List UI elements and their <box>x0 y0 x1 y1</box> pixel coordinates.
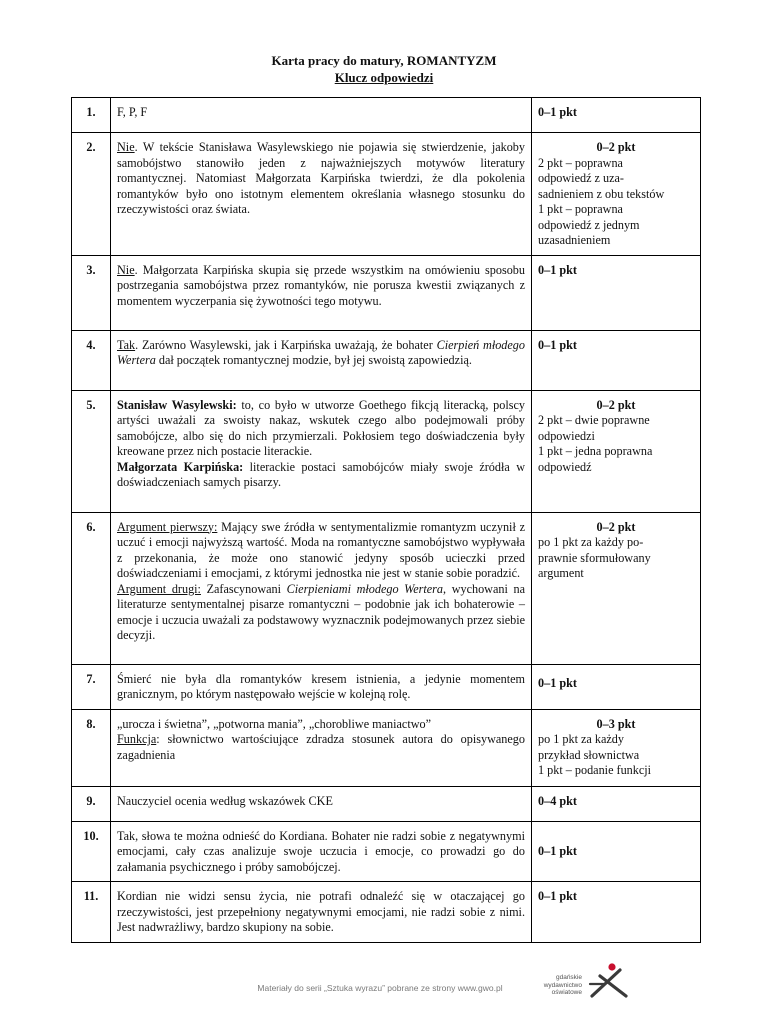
answer-cell: Nie. Małgorzata Karpińska skupia się przede wszystkim na omówieniu sposobu postrzegania samobójstwa przez romantyków, nie porusza kwestii związanych z momentem wyczerpania się żywotności tego motywu. <box>111 255 532 330</box>
points-cell: 0–2 pkt po 1 pkt za każdy po- prawnie sformułowany argument <box>532 512 701 664</box>
points-cell: 0–2 pkt 2 pkt – dwie poprawne odpowiedzi 1 pkt – jedna poprawna odpowiedź <box>532 390 701 512</box>
question-number: 2. <box>72 133 111 256</box>
answer-cell: Tak, słowa te można odnieść do Kordiana. Bohater nie radzi sobie z negatywnymi emocjami, cały czas analizuje swoje uczucia i emocje, co prowadzi go do załamania psychicznego i próby samobójczej. <box>111 821 532 882</box>
table-row <box>72 255 701 330</box>
publisher-logo-text: gdańskie wydawnictwo oświatowe <box>543 974 582 996</box>
answer-cell: Stanisław Wasylewski: to, co było w utworze Goethego fikcją literacką, polscy artyści uważali za swoisty nakaz, wskutek czego albo podejmowali próby samobójcze, albo się do nich przymierzali. Pokłosiem tego doświadczenia były kreowane przez nich postacie literackie. Małgorzata Karpińska: literackie postaci samobójców miały swoje źródła w doświadczeniach samych pisarzy. <box>111 390 532 512</box>
answer-cell: Nie. W tekście Stanisława Wasylewskiego nie pojawia się stwierdzenie, jakoby samobójstwo stanowiło jeden z najważniejszych motywów literatury romantycznej. Natomiast Małgorzata Karpińska twierdzi, że dla pokolenia romantyków było ono istotnym elementem określania własnego stosunku do rzeczywistości oraz świata. <box>111 133 532 256</box>
table-row <box>72 390 701 512</box>
answer-cell: Kordian nie widzi sensu życia, nie potrafi odnaleźć się w otaczającej go rzeczywistości, jest przepełniony negatywnymi emocjami, nie radzi sobie z nimi. Jest nadwrażliwy, bardzo skupiony na sobie. <box>111 882 532 943</box>
points-cell: 0–1 pkt <box>532 821 701 882</box>
answer-cell: Nauczyciel ocenia według wskazówek CKE <box>111 786 532 821</box>
question-number: 3. <box>72 255 111 330</box>
question-number: 11. <box>72 882 111 943</box>
page-subtitle: Klucz odpowiedzi <box>334 70 434 85</box>
publisher-logo <box>538 962 638 1002</box>
table-row <box>72 821 701 882</box>
table-row <box>72 709 701 786</box>
question-number: 1. <box>72 98 111 133</box>
table-row <box>72 664 701 709</box>
table-row <box>72 133 701 256</box>
question-number: 8. <box>72 709 111 786</box>
footer-note: Materiały do serii „Sztuka wyrazu” pobrane ze strony www.gwo.pl <box>257 983 503 993</box>
page-title: Karta pracy do matury, ROMANTYZM <box>271 53 497 68</box>
answer-cell: Tak. Zarówno Wasylewski, jak i Karpińska uważają, że bohater Cierpień młodego Wertera dał początek romantycznej modzie, był jej swoistą zapowiedzią. <box>111 330 532 390</box>
table-row <box>72 882 701 943</box>
question-number: 4. <box>72 330 111 390</box>
answer-cell: F, P, F <box>111 98 532 133</box>
points-cell: 0–2 pkt 2 pkt – poprawna odpowiedź z uza- sadnieniem z obu tekstów 1 pkt – poprawna odpowiedź z jednym uzasadnieniem <box>532 133 701 256</box>
answer-cell: Argument pierwszy: Mający swe źródła w sentymentalizmie romantyzm uczynił z uczuć i emocji najwyższą wartość. Moda na romantyczne samobójstwo wypływała z przekonania, że może ono stanowić jedyny sposób ucieczki przed doświadczeniami i emocjami, z którymi jednostka nie jest w stanie sobie poradzić. Argument drugi: Zafascynowani Cierpieniami młodego Wertera, wychowani na literaturze sentymentalnej pisarze romantyczni – podobnie jak ich bohaterowie – emocje i uczucia uważali za podstawowy wyznacznik podejmowanych przez siebie decyzji. <box>111 512 532 664</box>
table-row <box>72 786 701 821</box>
points-cell: 0–4 pkt <box>532 786 701 821</box>
table-row <box>72 512 701 664</box>
points-cell: 0–1 pkt <box>532 664 701 709</box>
question-number: 6. <box>72 512 111 664</box>
question-number: 10. <box>72 821 111 882</box>
question-number: 5. <box>72 390 111 512</box>
points-cell: 0–3 pkt po 1 pkt za każdy przykład słownictwa 1 pkt – podanie funkcji <box>532 709 701 786</box>
table-row <box>72 98 701 133</box>
answer-cell: „urocza i świetna”, „potworna mania”, „chorobliwe maniactwo” Funkcja: słownictwo wartościujące zdradza stosunek autora do opisywanego zagadnienia <box>111 709 532 786</box>
question-number: 7. <box>72 664 111 709</box>
points-cell: 0–1 pkt <box>532 882 701 943</box>
answer-key-table <box>71 97 701 943</box>
answer-cell: Śmierć nie była dla romantyków kresem istnienia, a jedynie momentem granicznym, po którym następowało wejście w kolejną rolę. <box>111 664 532 709</box>
question-number: 9. <box>72 786 111 821</box>
points-cell: 0–1 pkt <box>532 330 701 390</box>
points-cell: 0–1 pkt <box>532 255 701 330</box>
table-row <box>72 330 701 390</box>
points-cell: 0–1 pkt <box>532 98 701 133</box>
publisher-emblem-icon <box>586 962 630 1000</box>
